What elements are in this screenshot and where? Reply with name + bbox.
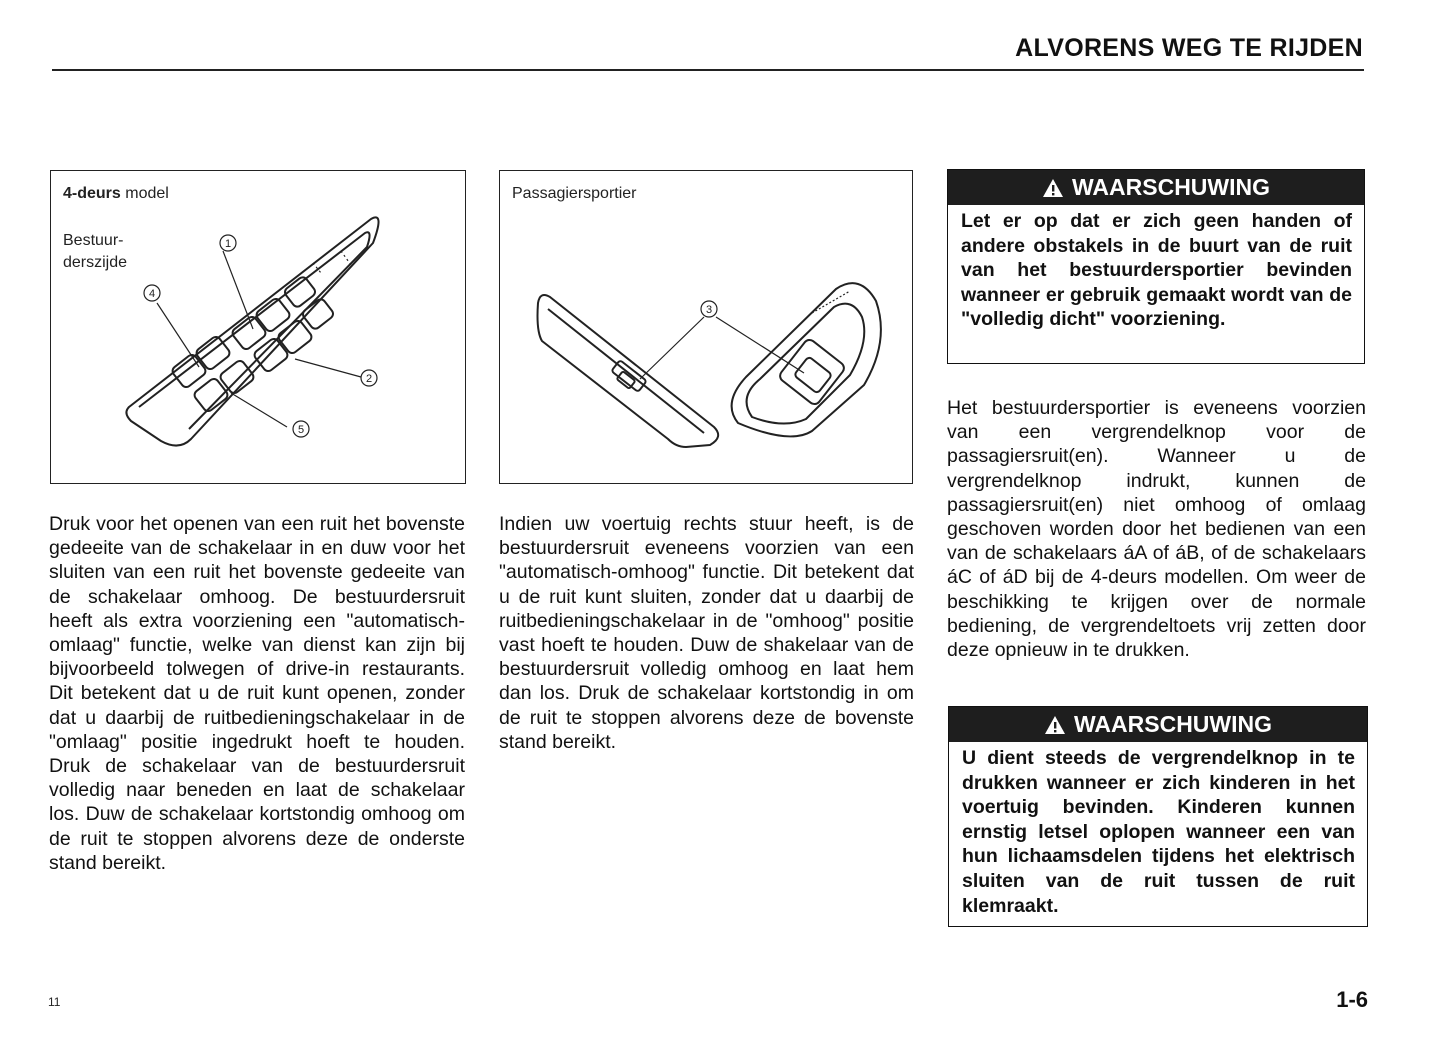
footer-left-mark: 11 <box>48 995 61 1009</box>
body-text-column-3: Het bestuurdersportier is eveneens voorzien van een vergrendelknop voor de passagiersruit(en). Wanneer u de vergrendelknop indrukt, kunnen de passagiersruit(en) niet omhoog of omlaag geschoven worden door het bedienen van een van de schakelaars áA of áB, of de schakelaars áC of áD bij de 4-deurs modellen. Om weer de beschikking te krijgen over de normale bediening, de vergrendeltoets vrij zetten door deze opnieuw in te drukken. <box>947 397 1366 662</box>
figure1-caption-rest: model <box>120 185 169 202</box>
callout-3: 3 <box>705 304 713 316</box>
warning-box-kinderen <box>948 706 1368 927</box>
figure-driver-switch-panel <box>50 170 466 484</box>
warning-box-volledig-dicht <box>947 169 1365 364</box>
page-header-title: ALVORENS WEG TE RIJDEN <box>1015 34 1363 62</box>
figure2-caption: Passagiersportier <box>512 185 637 202</box>
warning-header <box>948 170 1364 205</box>
passenger-switch-illustration <box>500 171 912 483</box>
callout-4: 4 <box>148 288 156 300</box>
callout-5: 5 <box>297 424 305 436</box>
callout-1: 1 <box>224 238 232 250</box>
body-text-column-1: Druk voor het openen van een ruit het bovenste gedeeite van de schakelaar in en duw voor het sluiten van een ruit het bovenste gedeeite van de schakelaar omhoog. De bestuurdersruit heeft als extra voorziening een "automatisch-omlaag" functie, welke van dienst kan zijn bij bijvoorbeeld tolwegen of drive-in restaurants. Dit betekent dat u de ruit kunt openen, zonder dat u daarbij de ruitbedieningschakelaar in de "omlaag" positie ingedrukt hoeft te houden. Druk de schakelaar van de bestuurdersruit volledig naar beneden en laat de schakelaar los. Duw de schakelaar kortstondig omhoog om de ruit te stoppen alvorens deze de onderste stand bereikt. <box>49 513 465 874</box>
figure-passenger-switch <box>499 170 913 484</box>
warning-header <box>949 707 1367 742</box>
warning-triangle-icon <box>1042 178 1064 198</box>
driver-switch-panel-illustration <box>51 171 465 483</box>
warning-title: WAARSCHUWING <box>1071 174 1271 200</box>
figure1-caption-model: 4-deurs <box>63 185 121 202</box>
page-number: 1-6 <box>1336 987 1368 1012</box>
warning-title: WAARSCHUWING <box>1073 711 1273 737</box>
body-text-column-2: Indien uw voertuig rechts stuur heeft, is de bestuurdersruit eveneens voorzien van een "automatisch-omhoog" functie. Dit betekent dat u de ruit kunt sluiten, zonder dat u daarbij de ruitbedieningschakelaar in de "omhoog" positie vast hoeft te houden. Duw de shakelaar van de bestuurdersruit volledig omhoog en laat hem dan los. Druk de schakelaar kortstondig in om de ruit te stoppen alvorens deze de bovenste stand bereikt. <box>499 513 914 753</box>
warning-text: U dient steeds de vergrendelknop in te drukken wanneer er zich kinderen in het voertuig bevinden. Kinderen kunnen ernstig letsel oplopen wanneer een van hun lichaamsdelen tijdens het elektrisch sluiten van de ruit tussen de ruit klemraakt. <box>962 747 1355 917</box>
warning-text: Let er op dat er zich geen handen of andere obstakels in de buurt van de ruit van het bestuurdersportier bevinden wanneer er gebruik gemaakt wordt van de "volledig dicht" voorziening. <box>961 210 1352 331</box>
figure1-side-label: Bestuur-derszijde <box>63 232 128 271</box>
header-rule <box>52 69 1364 71</box>
callout-2: 2 <box>365 373 373 385</box>
figure1-caption <box>63 185 169 203</box>
warning-triangle-icon <box>1044 715 1066 735</box>
